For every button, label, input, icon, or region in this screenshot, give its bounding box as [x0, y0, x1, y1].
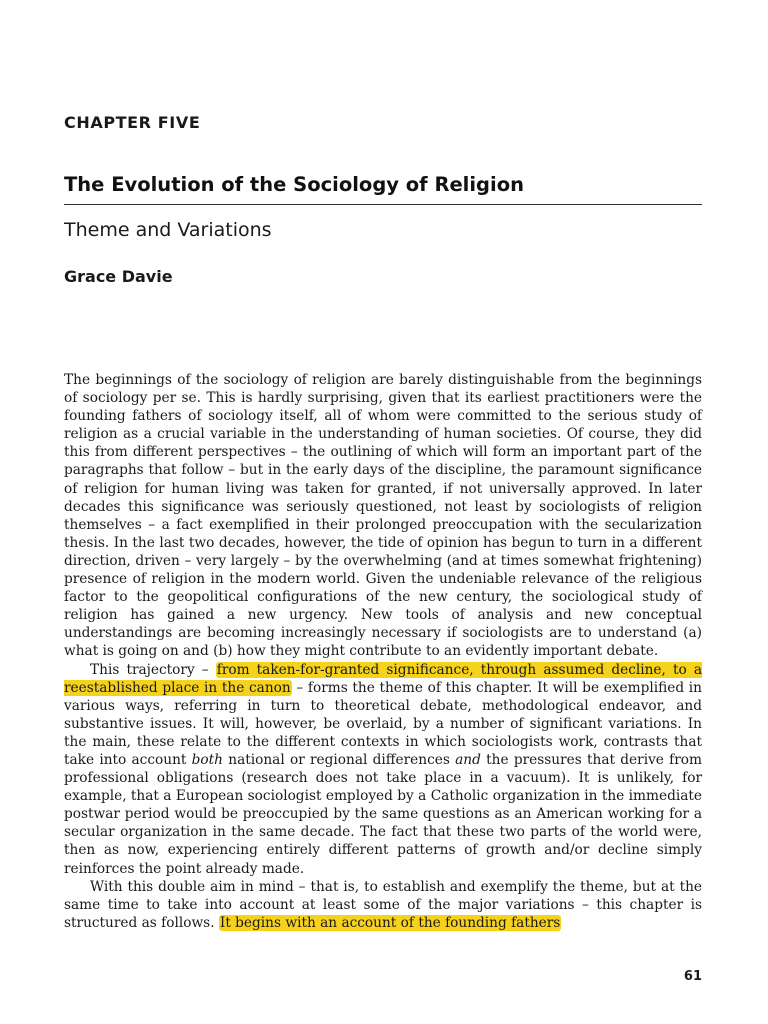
paragraph-3-text: With this double aim in mind – that is, to establish and exemplify the theme, but at the same time to take into account at least some of the major variations – this chapter is structured as follows.: [64, 878, 702, 931]
chapter-subtitle: Theme and Variations: [64, 219, 272, 241]
author-name: Grace Davie: [64, 267, 173, 286]
paragraph-3: [64, 878, 702, 932]
paragraph-2-text: the pressures that derive from professional obligations (research does not take place in a vacuum). It is unlikely, for example, that a European sociologist employed by a Catholic organization in the immediate postwar period would be preoccupied by the same questions as an American working for a secular organization in the same decade. The fact that these two parts of the world were, then as now, experiencing entirely different patterns of growth and/or decline simply reinforces the point already made.: [64, 751, 702, 877]
highlight-1[interactable]: from taken-for-granted significance, through assumed decline, to a reestablished place in the canon: [64, 661, 702, 696]
paragraph-2-text: This trajectory –: [90, 661, 216, 678]
page-number: 61: [683, 969, 702, 984]
emphasis-and: and: [455, 751, 481, 768]
paragraph-2-text: national or regional differences: [222, 751, 456, 768]
body-text: [64, 371, 702, 932]
chapter-title: The Evolution of the Sociology of Religion: [64, 173, 702, 205]
chapter-label: CHAPTER FIVE: [64, 113, 201, 132]
highlight-2[interactable]: It begins with an account of the founding fathers: [219, 914, 561, 931]
paragraph-1: The beginnings of the sociology of religion are barely distinguishable from the beginnings of sociology per se. This is hardly surprising, given that its earliest practitioners were the founding fathers of sociology itself, all of whom were committed to the serious study of religion as a crucial variable in the understanding of human societies. Of course, they did this from different perspectives – the outlining of which will form an important part of the paragraphs that follow – but in the early days of the discipline, the paramount significance of religion for human living was taken for granted, if not universally approved. In later decades this significance was seriously questioned, not least by sociologists of religion themselves – a fact exemplified in their prolonged preoccupation with the secularization thesis. In the last two decades, however, the tide of opinion has begun to turn in a different direction, driven – very largely – by the overwhelming (and at times somewhat frightening) presence of religion in the modern world. Given the undeniable relevance of the religious factor to the geopolitical configurations of the new century, the sociological study of religion has gained a new urgency. New tools of analysis and new conceptual understandings are becoming increasingly necessary if sociologists are to understand (a) what is going on and (b) how they might contribute to an evidently important debate.: [64, 372, 702, 660]
paragraph-2: [64, 661, 702, 878]
emphasis-both: both: [191, 751, 223, 768]
paragraph-2-text: – forms the theme of this chapter. It will be exemplified in various ways, referring in turn to theoretical debate, methodological endeavor, and substantive issues. It will, however, be overlaid, by a number of significant variations. In the main, these relate to the different contexts in which sociologists work, contrasts that take into account: [64, 679, 702, 768]
